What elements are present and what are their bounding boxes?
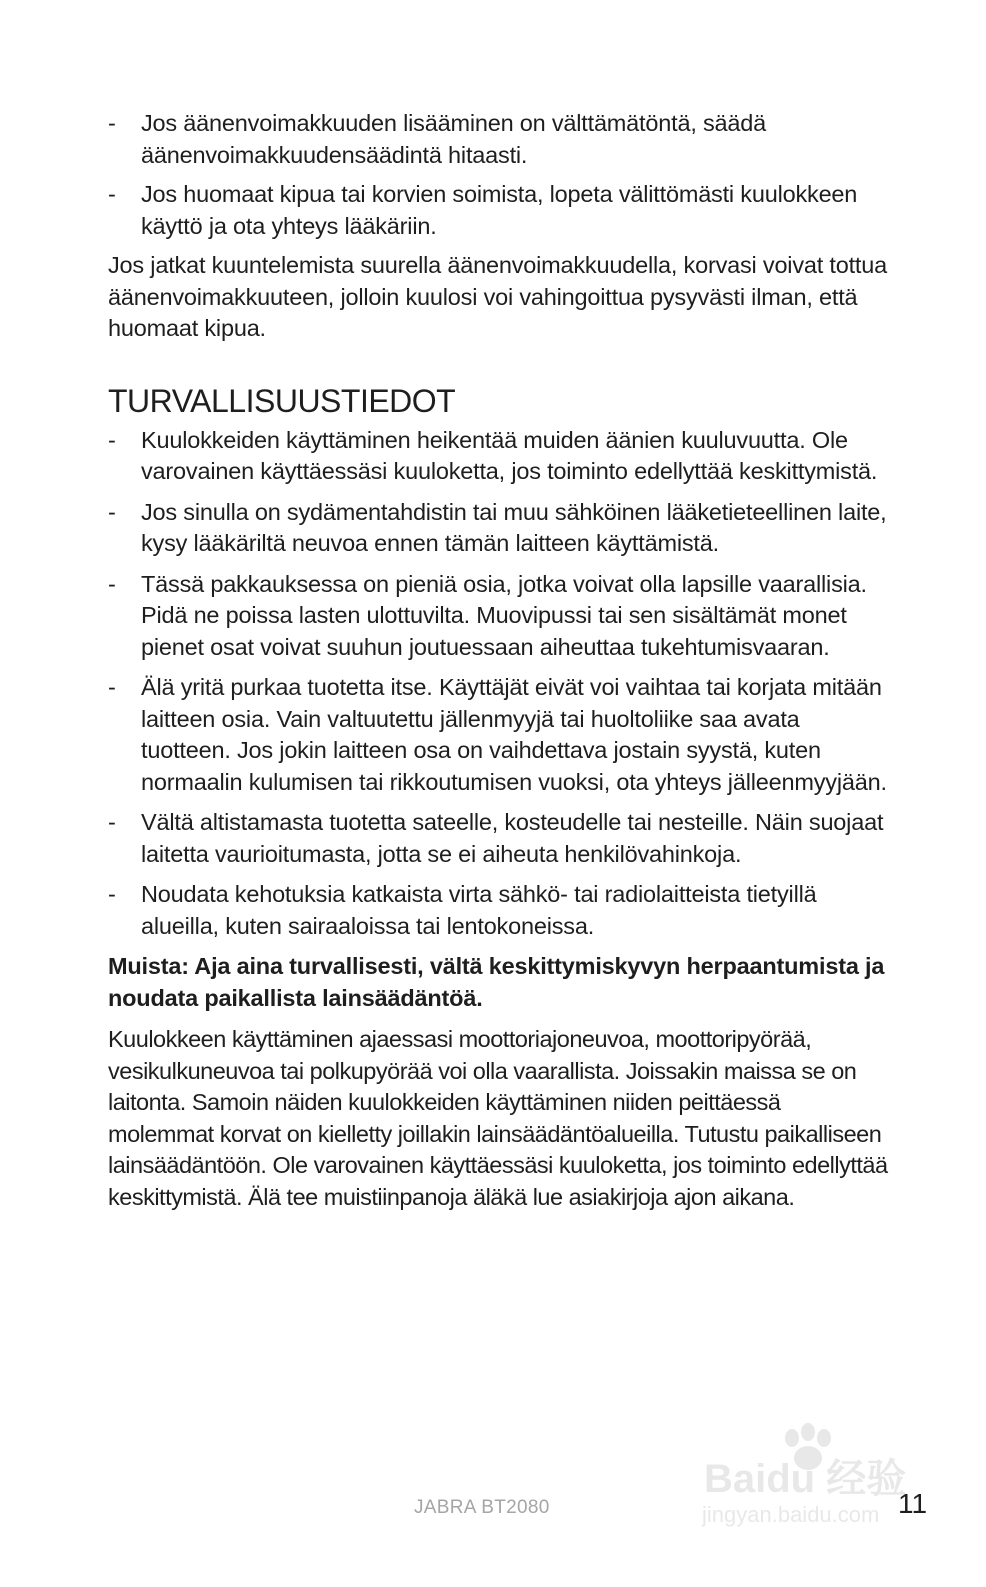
list-item-text: Kuulokkeiden käyttäminen heikentää muiden äänien kuuluvuutta. Ole varovainen käyttäessäsi kuuloketta, jos toiminto edellyttää keskittymistä. — [141, 426, 878, 484]
bullet-dash: - — [108, 570, 116, 597]
list-item — [108, 879, 888, 942]
list-item-text: Jos äänenvoimakkuuden lisääminen on välttämätöntä, säädä äänenvoimakkuudensäädintä hitaasti. — [141, 110, 767, 168]
document-page — [108, 108, 888, 1213]
watermark-logo — [700, 1420, 930, 1530]
bullet-dash: - — [108, 674, 116, 700]
list-item — [108, 672, 888, 798]
intro-bullet-list — [108, 108, 888, 242]
list-item — [108, 497, 888, 560]
list-item-text: Älä yritä purkaa tuotetta itse. Käyttäjät eivät voi vaihtaa tai korjata mitään laitteen osia. Vain valtuutettu jällenmyyjä tai huoltoliike saa avata tuotteen. Jos jokin laitteen osa on vaihdettava jostain syystä, kuten normaalin kulumisen tai rikkoutumisen vuoksi, ota yhteys jälleenmyyjään. — [141, 674, 887, 795]
driving-paragraph: Kuulokkeen käyttäminen ajaessasi moottoriajoneuvoa, moottoripyörää, vesikulkuneuvoa tai polkupyörää voi olla vaarallista. Joissakin maissa se on laitonta. Samoin näiden kuulokkeiden käyttäminen niiden peittäessä molemmat korvat on kielletty joillakin lainsäädäntöalueilla. Tutustu paikalliseen lainsäädäntöön. Ole varovainen käyttäessäsi kuuloketta, jos toiminto edellyttää keskittymistä. Älä tee muistiinpanoja äläkä lue asiakirjoja ajon aikana. — [108, 1026, 888, 1210]
bullet-dash: - — [108, 809, 116, 835]
list-item-text: Tässä pakkauksessa on pieniä osia, jotka voivat olla lapsille vaarallisia. Pidä ne poissa lasten ulottuvilta. Muovipussi tai sen sisältämät monet pienet osat voivat suuhun joutuessaan aiheuttaa tukehtumisvaaran. — [141, 570, 867, 660]
list-item — [108, 425, 888, 488]
page-number: 11 — [898, 1488, 928, 1519]
list-item-text: Noudata kehotuksia katkaista virta sähkö- tai radiolaitteista tietyillä alueilla, kuten sairaaloissa tai lentokoneissa. — [141, 881, 817, 939]
watermark-text: Baidu 经验 — [704, 1457, 907, 1501]
list-item-text: Jos huomaat kipua tai korvien soimista, lopeta välittömästi kuulokkeen käyttö ja ota yhteys lääkäriin. — [141, 181, 858, 239]
intro-paragraph: Jos jatkat kuuntelemista suurella äänenvoimakkuudella, korvasi voivat tottua äänenvoimakkuuteen, jolloin kuulosi voi vahingoittua pysyvästi ilman, että huomaat kipua. — [108, 252, 888, 341]
watermark-url: jingyan.baidu.com — [702, 1502, 880, 1527]
bullet-dash: - — [108, 881, 116, 907]
remember-note: Muista: Aja aina turvallisesti, vältä keskittymiskyvyn herpaantumista ja noudata paikallista lainsäädäntöä. — [108, 953, 885, 1011]
list-item — [108, 179, 888, 242]
footer-product-label: JABRA BT2080 — [414, 1497, 550, 1518]
list-item — [108, 108, 888, 171]
bullet-dash: - — [108, 181, 116, 207]
bullet-dash: - — [108, 498, 116, 525]
safety-bullet-list — [108, 425, 888, 943]
bullet-dash: - — [108, 426, 116, 453]
section-title: TURVALLISUUSTIEDOT — [108, 382, 456, 419]
list-item-text: Jos sinulla on sydämentahdistin tai muu sähköinen lääketieteellinen laite, kysy lääkäriltä neuvoa ennen tämän laitteen käyttämistä. — [141, 498, 887, 556]
list-item — [108, 807, 888, 870]
list-item — [108, 569, 888, 664]
bullet-dash: - — [108, 110, 116, 136]
list-item-text: Vältä altistamasta tuotetta sateelle, kosteudelle tai nesteille. Näin suojaat laitetta vaurioitumasta, jotta se ei aiheuta henkilövahinkoja. — [141, 809, 884, 867]
